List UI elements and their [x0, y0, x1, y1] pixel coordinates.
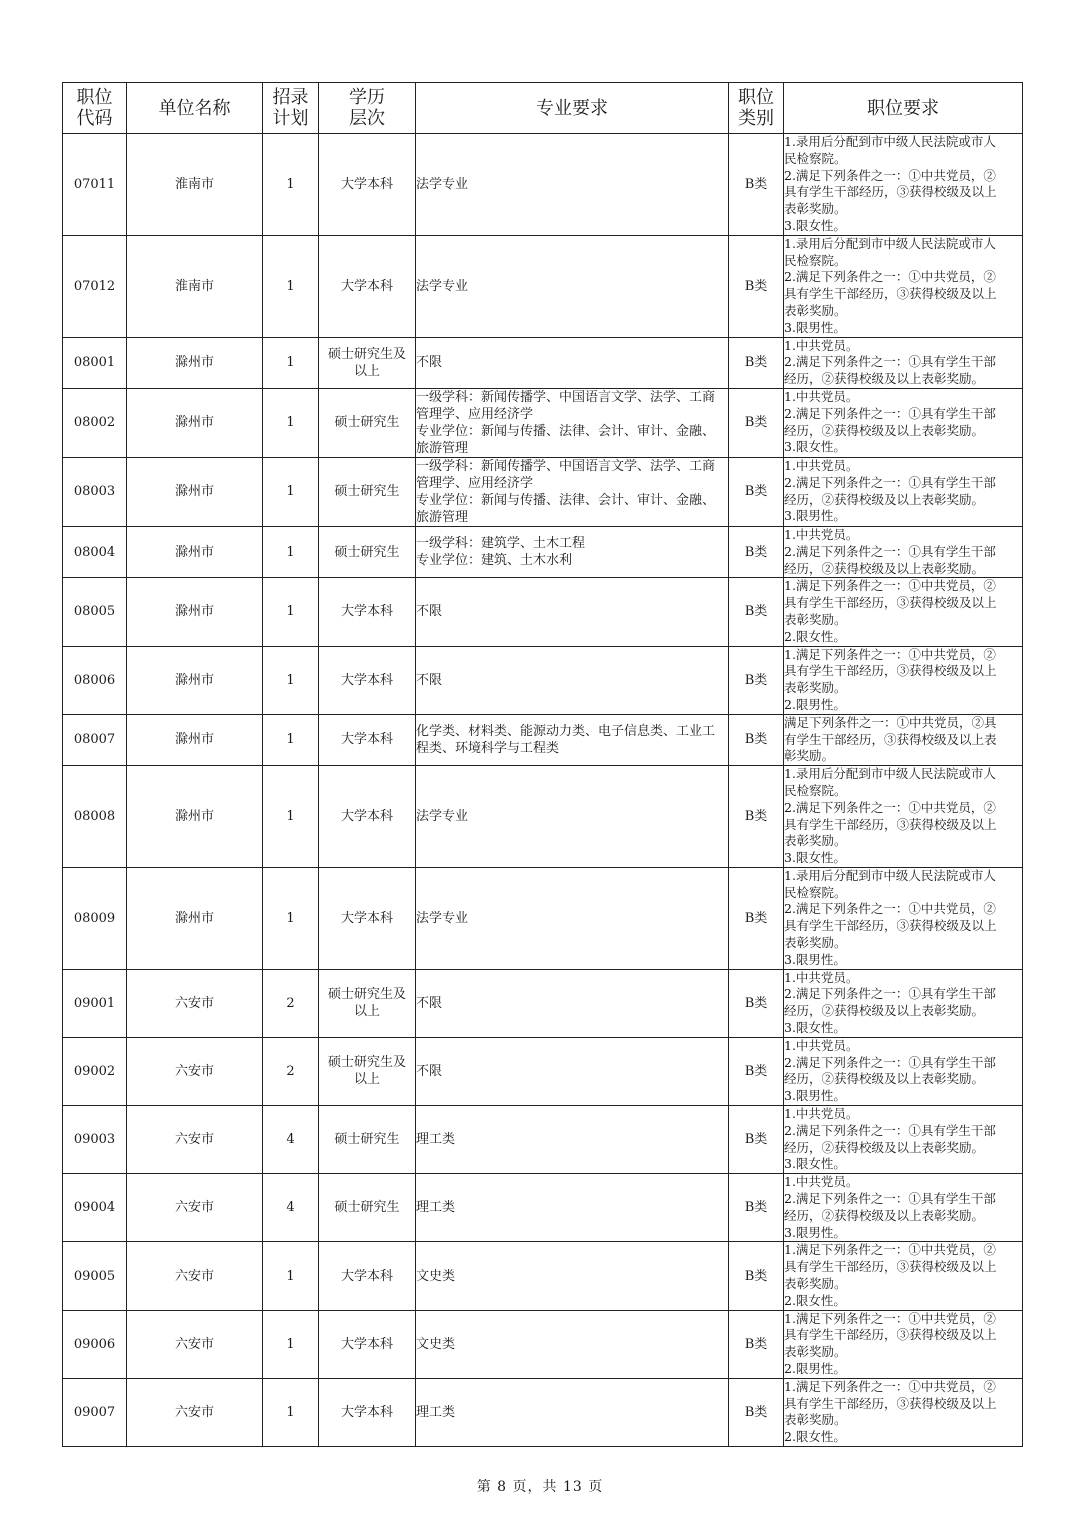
requirements-cell: 1.中共党员。 2.满足下列条件之一：①具有学生干部 经历，②获得校级及以上表彰奖励。 3.限女性。 — [784, 1106, 1023, 1174]
position-code-cell: 08001 — [63, 337, 127, 388]
education-cell: 大学本科 — [319, 1310, 416, 1378]
table-row — [63, 714, 1023, 765]
unit-name-cell: 六安市 — [127, 1310, 263, 1378]
header-code: 职位 代码 — [63, 83, 127, 134]
table-row — [63, 337, 1023, 388]
unit-name-cell: 滁州市 — [127, 646, 263, 714]
requirements-cell: 1.中共党员。 2.满足下列条件之一：①具有学生干部 经历，②获得校级及以上表彰奖励。 3.限男性。 — [784, 457, 1023, 526]
table-row — [63, 578, 1023, 646]
education-cell: 硕士研究生及 以上 — [319, 969, 416, 1037]
major-cell: 理工类 — [416, 1174, 729, 1242]
position-code-cell: 07012 — [63, 235, 127, 337]
major-cell: 一级学科：建筑学、土木工程 专业学位：建筑、土木水利 — [416, 526, 729, 577]
major-cell: 不限 — [416, 969, 729, 1037]
table-row — [63, 646, 1023, 714]
education-cell: 大学本科 — [319, 1242, 416, 1310]
requirements-cell: 1.录用后分配到市中级人民法院或市人 民检察院。 2.满足下列条件之一：①中共党员，② 具有学生干部经历，③获得校级及以上 表彰奖励。 3.限男性。 — [784, 235, 1023, 337]
requirements-cell: 满足下列条件之一：①中共党员，②具 有学生干部经历，③获得校级及以上表 彰奖励。 — [784, 714, 1023, 765]
plan-count-cell: 1 — [263, 714, 319, 765]
header-requirements: 职位要求 — [784, 83, 1023, 134]
major-cell: 法学专业 — [416, 134, 729, 236]
plan-count-cell: 1 — [263, 457, 319, 526]
position-code-cell: 08009 — [63, 867, 127, 969]
plan-count-cell: 1 — [263, 646, 319, 714]
education-cell: 硕士研究生 — [319, 1174, 416, 1242]
plan-count-cell: 1 — [263, 1378, 319, 1446]
position-code-cell: 09006 — [63, 1310, 127, 1378]
plan-count-cell: 2 — [263, 969, 319, 1037]
plan-count-cell: 1 — [263, 337, 319, 388]
position-code-cell: 09007 — [63, 1378, 127, 1446]
position-code-cell: 07011 — [63, 134, 127, 236]
category-cell: B类 — [729, 766, 784, 868]
requirements-cell: 1.中共党员。 2.满足下列条件之一：①具有学生干部 经历，②获得校级及以上表彰奖励。 — [784, 526, 1023, 577]
table-row — [63, 235, 1023, 337]
education-cell: 大学本科 — [319, 646, 416, 714]
unit-name-cell: 六安市 — [127, 1106, 263, 1174]
position-code-cell: 09005 — [63, 1242, 127, 1310]
major-cell: 文史类 — [416, 1242, 729, 1310]
requirements-cell: 1.满足下列条件之一：①中共党员，② 具有学生干部经历，③获得校级及以上 表彰奖励。 2.限女性。 — [784, 578, 1023, 646]
header-plan: 招录 计划 — [263, 83, 319, 134]
major-cell: 不限 — [416, 578, 729, 646]
plan-count-cell: 4 — [263, 1106, 319, 1174]
requirements-cell: 1.录用后分配到市中级人民法院或市人 民检察院。 2.满足下列条件之一：①中共党员，② 具有学生干部经历，③获得校级及以上 表彰奖励。 3.限女性。 — [784, 766, 1023, 868]
requirements-cell: 1.中共党员。 2.满足下列条件之一：①具有学生干部 经历，②获得校级及以上表彰奖励。 3.限男性。 — [784, 1037, 1023, 1105]
position-code-cell: 09002 — [63, 1037, 127, 1105]
category-cell: B类 — [729, 526, 784, 577]
major-cell: 理工类 — [416, 1378, 729, 1446]
position-code-cell: 08004 — [63, 526, 127, 577]
header-category: 职位 类别 — [729, 83, 784, 134]
education-cell: 硕士研究生 — [319, 457, 416, 526]
unit-name-cell: 滁州市 — [127, 457, 263, 526]
table-row — [63, 134, 1023, 236]
education-cell: 大学本科 — [319, 766, 416, 868]
unit-name-cell: 滁州市 — [127, 766, 263, 868]
category-cell: B类 — [729, 337, 784, 388]
education-cell: 大学本科 — [319, 134, 416, 236]
category-cell: B类 — [729, 134, 784, 236]
requirements-cell: 1.满足下列条件之一：①中共党员，② 具有学生干部经历，③获得校级及以上 表彰奖励。 2.限男性。 — [784, 646, 1023, 714]
unit-name-cell: 淮南市 — [127, 235, 263, 337]
unit-name-cell: 六安市 — [127, 969, 263, 1037]
major-cell: 法学专业 — [416, 235, 729, 337]
education-cell: 硕士研究生及 以上 — [319, 337, 416, 388]
position-code-cell: 08007 — [63, 714, 127, 765]
plan-count-cell: 1 — [263, 134, 319, 236]
table-row — [63, 1378, 1023, 1446]
unit-name-cell: 滁州市 — [127, 388, 263, 457]
header-unit: 单位名称 — [127, 83, 263, 134]
table-row — [63, 1242, 1023, 1310]
unit-name-cell: 六安市 — [127, 1037, 263, 1105]
position-code-cell: 08005 — [63, 578, 127, 646]
plan-count-cell: 1 — [263, 578, 319, 646]
position-code-cell: 08006 — [63, 646, 127, 714]
table-row — [63, 526, 1023, 577]
table-row — [63, 1037, 1023, 1105]
education-cell: 大学本科 — [319, 578, 416, 646]
major-cell: 化学类、材料类、能源动力类、电子信息类、工业工 程类、环境科学与工程类 — [416, 714, 729, 765]
unit-name-cell: 滁州市 — [127, 714, 263, 765]
requirements-cell: 1.满足下列条件之一：①中共党员，② 具有学生干部经历，③获得校级及以上 表彰奖励。 2.限女性。 — [784, 1242, 1023, 1310]
unit-name-cell: 滁州市 — [127, 337, 263, 388]
requirements-cell: 1.满足下列条件之一：①中共党员，② 具有学生干部经历，③获得校级及以上 表彰奖励。 2.限男性。 — [784, 1310, 1023, 1378]
requirements-cell: 1.录用后分配到市中级人民法院或市人 民检察院。 2.满足下列条件之一：①中共党员，② 具有学生干部经历，③获得校级及以上 表彰奖励。 3.限男性。 — [784, 867, 1023, 969]
major-cell: 文史类 — [416, 1310, 729, 1378]
unit-name-cell: 六安市 — [127, 1242, 263, 1310]
category-cell: B类 — [729, 1242, 784, 1310]
unit-name-cell: 滁州市 — [127, 526, 263, 577]
header-education: 学历 层次 — [319, 83, 416, 134]
unit-name-cell: 六安市 — [127, 1174, 263, 1242]
category-cell: B类 — [729, 1106, 784, 1174]
category-cell: B类 — [729, 457, 784, 526]
plan-count-cell: 1 — [263, 235, 319, 337]
plan-count-cell: 1 — [263, 766, 319, 868]
requirements-cell: 1.中共党员。 2.满足下列条件之一：①具有学生干部 经历，②获得校级及以上表彰奖励。 3.限女性。 — [784, 388, 1023, 457]
plan-count-cell: 1 — [263, 526, 319, 577]
table-row — [63, 1174, 1023, 1242]
major-cell: 一级学科：新闻传播学、中国语言文学、法学、工商 管理学、应用经济学 专业学位：新闻与传播、法律、会计、审计、金融、 旅游管理 — [416, 457, 729, 526]
table-row — [63, 1106, 1023, 1174]
position-code-cell: 08008 — [63, 766, 127, 868]
requirements-cell: 1.中共党员。 2.满足下列条件之一：①具有学生干部 经历，②获得校级及以上表彰奖励。 3.限男性。 — [784, 1174, 1023, 1242]
education-cell: 硕士研究生 — [319, 388, 416, 457]
position-code-cell: 09003 — [63, 1106, 127, 1174]
table-row — [63, 766, 1023, 868]
plan-count-cell: 1 — [263, 1310, 319, 1378]
education-cell: 大学本科 — [319, 1378, 416, 1446]
unit-name-cell: 淮南市 — [127, 134, 263, 236]
category-cell: B类 — [729, 388, 784, 457]
education-cell: 大学本科 — [319, 714, 416, 765]
plan-count-cell: 1 — [263, 867, 319, 969]
major-cell: 法学专业 — [416, 766, 729, 868]
requirements-cell: 1.中共党员。 2.满足下列条件之一：①具有学生干部 经历，②获得校级及以上表彰奖励。 — [784, 337, 1023, 388]
category-cell: B类 — [729, 1378, 784, 1446]
education-cell: 硕士研究生及 以上 — [319, 1037, 416, 1105]
table-row — [63, 969, 1023, 1037]
education-cell: 大学本科 — [319, 235, 416, 337]
plan-count-cell: 1 — [263, 388, 319, 457]
unit-name-cell: 滁州市 — [127, 578, 263, 646]
major-cell: 理工类 — [416, 1106, 729, 1174]
category-cell: B类 — [729, 646, 784, 714]
header-row — [63, 83, 1023, 134]
position-code-cell: 09001 — [63, 969, 127, 1037]
category-cell: B类 — [729, 235, 784, 337]
table-row — [63, 1310, 1023, 1378]
education-cell: 硕士研究生 — [319, 1106, 416, 1174]
category-cell: B类 — [729, 578, 784, 646]
education-cell: 硕士研究生 — [319, 526, 416, 577]
position-code-cell: 09004 — [63, 1174, 127, 1242]
positions-table — [62, 82, 1023, 1447]
education-cell: 大学本科 — [319, 867, 416, 969]
page-footer: 第 8 页，共 13 页 — [476, 1479, 604, 1495]
major-cell: 一级学科：新闻传播学、中国语言文学、法学、工商 管理学、应用经济学 专业学位：新闻与传播、法律、会计、审计、金融、 旅游管理 — [416, 388, 729, 457]
header-major: 专业要求 — [416, 83, 729, 134]
plan-count-cell: 1 — [263, 1242, 319, 1310]
category-cell: B类 — [729, 867, 784, 969]
category-cell: B类 — [729, 1174, 784, 1242]
major-cell: 法学专业 — [416, 867, 729, 969]
requirements-cell: 1.录用后分配到市中级人民法院或市人 民检察院。 2.满足下列条件之一：①中共党员，② 具有学生干部经历，③获得校级及以上 表彰奖励。 3.限女性。 — [784, 134, 1023, 236]
position-code-cell: 08002 — [63, 388, 127, 457]
table-row — [63, 867, 1023, 969]
table-row — [63, 457, 1023, 526]
table-row — [63, 388, 1023, 457]
category-cell: B类 — [729, 1037, 784, 1105]
unit-name-cell: 六安市 — [127, 1378, 263, 1446]
major-cell: 不限 — [416, 646, 729, 714]
plan-count-cell: 2 — [263, 1037, 319, 1105]
major-cell: 不限 — [416, 337, 729, 388]
category-cell: B类 — [729, 714, 784, 765]
unit-name-cell: 滁州市 — [127, 867, 263, 969]
requirements-cell: 1.中共党员。 2.满足下列条件之一：①具有学生干部 经历，②获得校级及以上表彰奖励。 3.限女性。 — [784, 969, 1023, 1037]
position-code-cell: 08003 — [63, 457, 127, 526]
category-cell: B类 — [729, 1310, 784, 1378]
category-cell: B类 — [729, 969, 784, 1037]
requirements-cell: 1.满足下列条件之一：①中共党员，② 具有学生干部经历，③获得校级及以上 表彰奖励。 2.限女性。 — [784, 1378, 1023, 1446]
plan-count-cell: 4 — [263, 1174, 319, 1242]
major-cell: 不限 — [416, 1037, 729, 1105]
